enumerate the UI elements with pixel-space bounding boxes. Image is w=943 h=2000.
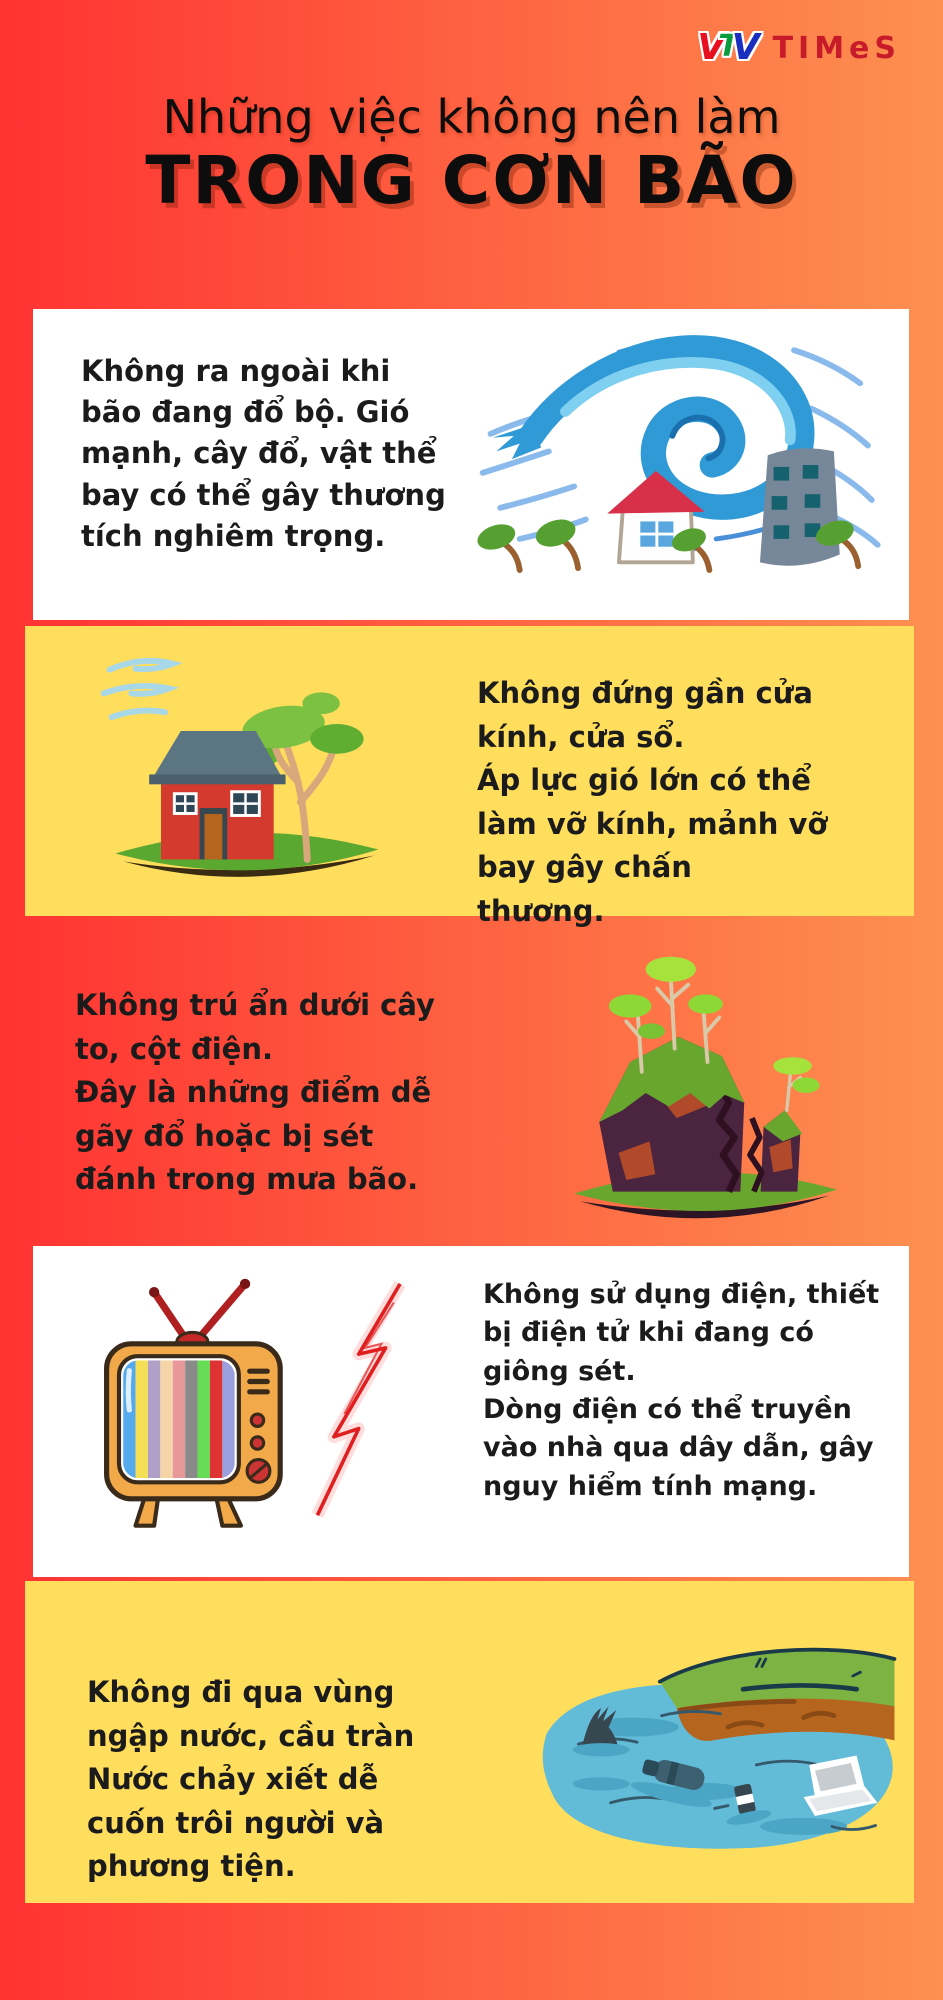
vtv-letter-v2: V	[731, 27, 753, 68]
card-paragraph: Không ra ngoài khi bão đang đổ bộ. Gió mạnh, cây đổ, vật thể bay có thể gây thương tích nghiêm trọng.	[81, 354, 446, 553]
card-text	[477, 672, 829, 933]
page-title: Những việc không nên làm	[162, 90, 781, 144]
card-text	[81, 351, 453, 557]
flood-scene-svg	[513, 1623, 905, 1869]
tv-lightning-illustration	[88, 1264, 460, 1560]
card-paragraph: Không đi qua vùng ngập nước, cầu tràn	[87, 1675, 415, 1753]
advice-card-no-crossing-flooded-areas	[25, 1581, 914, 1903]
card-text	[87, 1671, 459, 1889]
tv-screen-stripes	[123, 1360, 235, 1478]
page-subtitle: TRONG CƠN BÃO	[145, 142, 798, 219]
times-wordmark: TIMeS	[772, 30, 901, 66]
house-tree-illustration	[93, 644, 401, 896]
card-paragraph: Đây là những điểm dễ gãy đổ hoặc bị sét đánh trong mưa bão.	[75, 1075, 432, 1196]
typhoon-scene-svg	[473, 319, 901, 611]
lightning-icon	[317, 1284, 400, 1515]
vtv-times-logo	[697, 27, 901, 68]
card-paragraph: Nước chảy xiết dễ cuốn trôi người và phương tiện.	[87, 1762, 385, 1883]
rock-island-scene-svg	[560, 948, 855, 1238]
advice-card-no-electric-devices	[33, 1246, 909, 1577]
card-paragraph: Không sử dụng điện, thiết bị điện tử khi đang có giông sét.	[483, 1279, 880, 1387]
rock-island-illustration	[560, 948, 855, 1238]
house-tree-scene-svg	[93, 644, 401, 896]
flood-illustration	[513, 1623, 905, 1869]
vtv-letter-v1: V	[697, 27, 719, 68]
card-paragraph: Dòng điện có thể truyền vào nhà qua dây dẫn, gây nguy hiểm tính mạng.	[483, 1393, 874, 1502]
card-paragraph: Áp lực gió lớn có thể làm vỡ kính, mảnh vỡ bay gây chấn thương.	[477, 763, 828, 928]
riverbank-icon	[660, 1650, 895, 1741]
advice-card-no-standing-near-glass	[25, 626, 914, 928]
vtv-letter-t: T	[718, 29, 732, 64]
tv-lightning-scene-svg	[88, 1264, 460, 1560]
card-text	[75, 984, 463, 1202]
typhoon-illustration	[473, 319, 901, 611]
tv-icon	[107, 1279, 281, 1526]
wind-swirl-icon	[104, 661, 173, 717]
card-text	[483, 1276, 885, 1506]
house-icon	[149, 731, 285, 859]
card-paragraph: Không đứng gần cửa kính, cửa sổ.	[477, 676, 813, 754]
vtv-logo-icon	[697, 27, 760, 68]
building-icon	[760, 448, 840, 565]
card-paragraph: Không trú ẩn dưới cây to, cột điện.	[75, 988, 435, 1066]
advice-card-no-shelter-under-trees	[25, 946, 914, 1240]
advice-card-no-going-outside	[33, 309, 909, 620]
